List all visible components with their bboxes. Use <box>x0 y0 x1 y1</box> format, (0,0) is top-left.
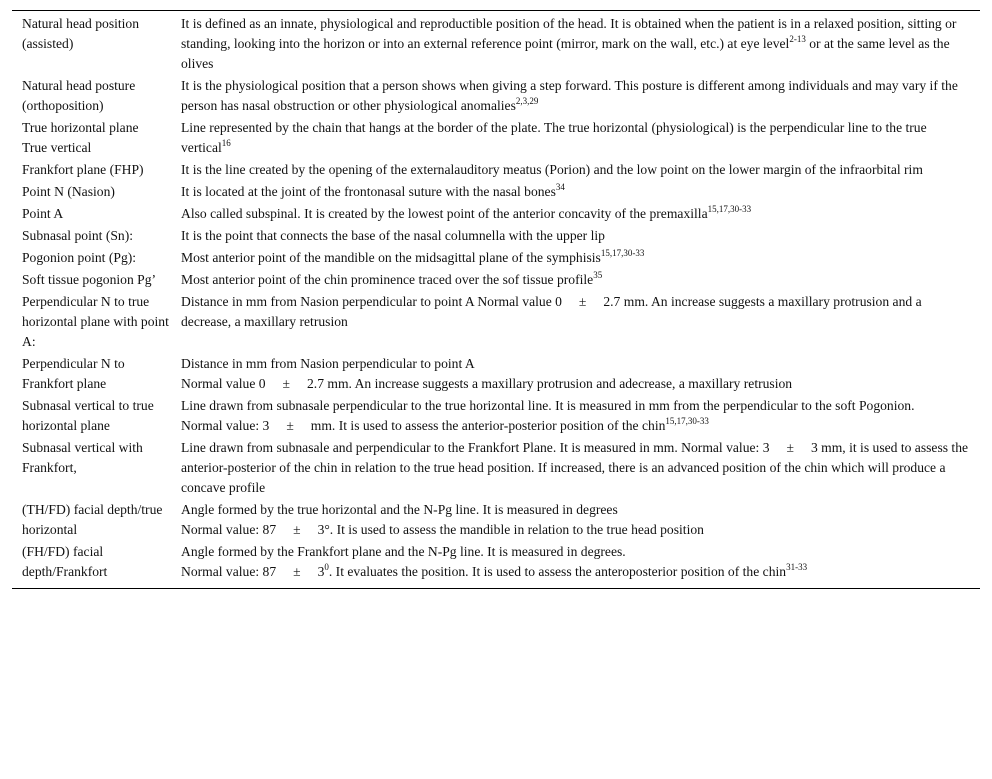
description-line <box>181 396 971 416</box>
row-term: Subnasal point (Sn): <box>22 228 134 243</box>
row-term: Soft tissue pogonion Pg’ <box>22 272 157 287</box>
description-line <box>181 204 971 224</box>
table-row <box>12 542 980 582</box>
description-line <box>181 520 971 540</box>
description-text: Normal value: 87 ± 3 <box>181 564 325 579</box>
row-description <box>174 542 971 582</box>
description-line <box>181 542 971 562</box>
row-description <box>174 14 971 74</box>
description-line <box>181 76 971 116</box>
row-term: Subnasal vertical to true horizontal plane <box>22 398 154 433</box>
table-row <box>12 14 980 74</box>
description-text: It is the physiological position that a person shows when giving a step forward. This posture is different among individuals and may vary if the person has nasal obstruction or other physiological anomalies <box>181 78 958 113</box>
citation-superscript: 15,17,30-33 <box>600 248 645 258</box>
row-description <box>174 182 971 202</box>
row-description <box>174 226 971 246</box>
description-text: Line represented by the chain that hangs at the border of the plate. The true horizontal (physiological) is the perpendicular line to the true vertical <box>181 120 927 155</box>
citation-superscript: 2-13 <box>789 34 806 44</box>
row-description <box>174 248 971 268</box>
description-line <box>181 416 971 436</box>
row-term: Point N (Nasion) <box>22 184 115 199</box>
row-description <box>174 204 971 224</box>
description-text: Distance in mm from Nasion perpendicular to point A Normal value 0 ± 2.7 mm. An increase suggests a maxillary protrusion and a decrease, a maxillary retrusion <box>181 294 922 329</box>
description-text: Line drawn from subnasale perpendicular to the true horizontal line. It is measured in mm from the perpendicular to the soft Pogonion. <box>181 398 915 413</box>
citation-superscript: 16 <box>221 138 231 148</box>
description-line <box>181 562 971 582</box>
citation-superscript: 34 <box>555 182 565 192</box>
table-row <box>12 292 980 352</box>
table-row <box>12 354 980 394</box>
row-term: (TH/FD) facial depth/true horizontal <box>22 502 163 537</box>
table-row <box>12 500 980 540</box>
table-row <box>12 396 980 436</box>
row-description <box>174 118 971 158</box>
table-row <box>12 160 980 180</box>
table-row <box>12 438 980 498</box>
row-description <box>174 500 971 540</box>
description-text: Normal value: 3 ± mm. It is used to assess the anterior-posterior position of the chin <box>181 418 666 433</box>
definitions-table <box>12 10 980 589</box>
description-line <box>181 182 971 202</box>
row-term: Frankfort plane (FHP) <box>22 162 144 177</box>
row-description <box>174 396 971 436</box>
table-row <box>12 118 980 158</box>
table-row <box>12 182 980 202</box>
description-line <box>181 500 971 520</box>
row-description <box>174 76 971 116</box>
row-term: Perpendicular N to true horizontal plane with point A: <box>22 294 169 349</box>
description-line <box>181 292 971 332</box>
table-row <box>12 248 980 268</box>
description-text: Most anterior point of the mandible on the midsagittal plane of the symphisis <box>181 250 601 265</box>
description-text: It is the line created by the opening of the externalauditory meatus (Porion) and the low point on the lower margin of the infraorbital rim <box>181 162 923 177</box>
citation-superscript: 15,17,30-33 <box>665 416 709 426</box>
citation-superscript: 31-33 <box>786 562 808 572</box>
row-term: Natural head position (assisted) <box>22 16 140 51</box>
row-term: Pogonion point (Pg): <box>22 250 137 265</box>
citation-superscript: 15,17,30-33 <box>707 204 752 214</box>
citation-superscript: 2,3,29 <box>515 96 539 106</box>
description-text: Distance in mm from Nasion perpendicular to point A <box>181 356 475 371</box>
row-description <box>174 438 971 498</box>
description-line <box>181 118 971 158</box>
description-line <box>181 248 971 268</box>
description-text: Most anterior point of the chin prominence traced over the sof tissue profile <box>181 272 594 287</box>
row-term: Point A <box>22 206 64 221</box>
description-text: Angle formed by the Frankfort plane and the N-Pg line. It is measured in degrees. <box>181 544 626 559</box>
description-text: Normal value: 87 ± 3°. It is used to assess the mandible in relation to the true head position <box>181 522 704 537</box>
description-line <box>181 270 971 290</box>
description-text: Also called subspinal. It is created by the lowest point of the anterior concavity of the premaxilla <box>181 206 708 221</box>
citation-superscript: 35 <box>593 270 603 280</box>
description-text: Angle formed by the true horizontal and the N-Pg line. It is measured in degrees <box>181 502 618 517</box>
description-line <box>181 438 971 498</box>
description-text: or at the same level as the olives <box>181 36 950 71</box>
row-term: True horizontal plane True vertical <box>22 120 139 155</box>
row-description <box>174 160 971 180</box>
row-term: (FH/FD) facial depth/Frankfort <box>22 544 108 579</box>
description-text: It is located at the joint of the frontonasal suture with the nasal bones <box>181 184 556 199</box>
table-row <box>12 204 980 224</box>
description-text: Line drawn from subnasale and perpendicular to the Frankfort Plane. It is measured in mm. Normal value: 3 ± 3 mm, it is used to assess the anterior-posterior of the chin in relation to the true head position. If increased, there is an advanced position of the chin which will produce a concave profile <box>181 440 969 495</box>
table-row <box>12 76 980 116</box>
description-line <box>181 226 971 246</box>
table-row <box>12 226 980 246</box>
description-line <box>181 354 971 374</box>
description-line <box>181 14 971 74</box>
row-description <box>174 270 971 290</box>
description-text: . It evaluates the position. It is used to assess the anteroposterior position of the chin <box>328 564 787 579</box>
row-term: Subnasal vertical with Frankfort, <box>22 440 143 475</box>
row-description <box>174 292 971 352</box>
description-text: Normal value 0 ± 2.7 mm. An increase suggests a maxillary protrusion and adecrease, a maxillary retrusion <box>181 376 793 391</box>
row-term: Natural head posture (orthoposition) <box>22 78 136 113</box>
description-line <box>181 160 971 180</box>
description-line <box>181 374 971 394</box>
row-description <box>174 354 971 394</box>
table-row <box>12 270 980 290</box>
citation-superscript: 0 <box>324 562 329 572</box>
description-text: It is defined as an innate, physiological and reproductible position of the head. It is obtained when the patient is in a relaxed position, sitting or standing, looking into the horizon or into an external reference point (mirror, mark on the wall, etc.) at eye level <box>181 16 957 51</box>
description-text: It is the point that connects the base of the nasal columnella with the upper lip <box>181 228 605 243</box>
row-term: Perpendicular N to Frankfort plane <box>22 356 125 391</box>
